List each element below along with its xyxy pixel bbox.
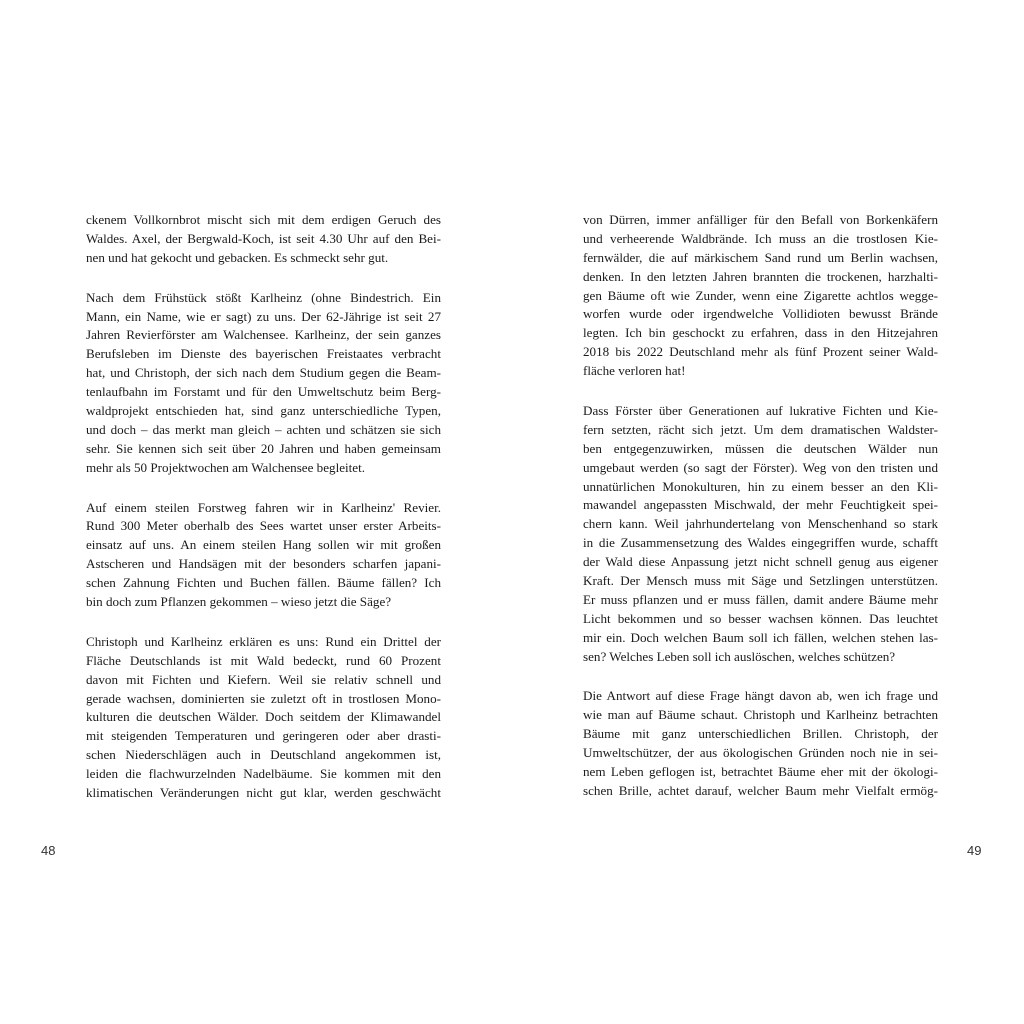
text-line: schen Zahnung Fichten und Buchen fällen. Bäume fällen? Ich: [86, 575, 441, 591]
text-line: von Dürren, immer anfälliger für den Befall von Borkenkäfern: [583, 212, 938, 227]
text-line: wie man auf Bäume schaut. Christoph und Karlheinz betrachten: [583, 707, 938, 723]
text-line: mawandel angepassten Mischwald, der mehr Feuchtigkeit spei-: [583, 497, 938, 513]
text-line: Rund 300 Meter oberhalb des Sees wartet unser erster Arbeits-: [86, 518, 441, 534]
text-line: Umweltschützer, der aus ökologischen Gründen noch nie in sei-: [583, 745, 938, 761]
text-line: 2018 bis 2022 Deutschland mehr als fünf Prozent seiner Wald-: [583, 344, 938, 360]
text-line: davon mit Fichten und Kiefern. Weil sie relativ schnell und: [86, 671, 441, 687]
text-line: Berufsleben im Dienste des bayerischen Freistaates verbracht: [86, 346, 441, 362]
text-line: ckenem Vollkornbrot mischt sich mit dem erdigen Geruch des: [86, 212, 441, 227]
text-line: nem Leben geflogen ist, betrachtet Bäume eher mit der ökologi-: [583, 764, 938, 780]
text-line: leiden die flachwurzelnden Nadelbäume. Sie kommen mit den: [86, 766, 441, 782]
text-line: schen Niederschlägen auch in Deutschland angekommen ist,: [86, 747, 441, 763]
paragraph: [86, 289, 441, 478]
text-line: Er muss pflanzen und er muss fällen, damit andere Bäume mehr: [583, 591, 938, 607]
text-line: Dass Förster über Generationen auf lukrative Fichten und Kie-: [583, 403, 938, 419]
text-line: Christoph und Karlheinz erklären es uns: Rund ein Drittel der: [86, 633, 441, 649]
text-line: der Wald diese Anpassung jetzt nicht schnell genug aus eigener: [583, 554, 938, 570]
text-line: fernwälder, die auf märkischem Sand rund um Berlin wachsen,: [583, 249, 938, 265]
text-line: fläche verloren hat!: [583, 363, 686, 379]
text-line: in die Zusammensetzung des Waldes eingegriffen wurde, schafft: [583, 535, 938, 551]
text-line: unnatürlichen Monokulturen, hin zu einem besser an den Kli-: [583, 478, 938, 494]
text-line: Kraft. Der Mensch muss mit Säge und Setzlingen unterstützen.: [583, 573, 938, 589]
paragraph: [583, 211, 938, 381]
text-line: gen Bäume oft wie Zunder, wenn eine Zigarette achtlos wegge-: [583, 287, 938, 303]
text-line: nen und hat gekocht und gebacken. Es schmeckt sehr gut.: [86, 249, 389, 265]
text-line: Fläche Deutschlands ist mit Wald bedeckt, rund 60 Prozent: [86, 652, 441, 668]
text-line: Mann, ein Name, wie er sagt) zu uns. Der 62-Jährige ist seit 27: [86, 308, 441, 324]
paragraph: [86, 211, 441, 268]
text-line: gerade wachsen, dominierten sie zuletzt oft in trostlosen Mono-: [86, 690, 441, 706]
text-line: chern kann. Weil jahrhundertelang von Menschenhand so stark: [583, 516, 938, 532]
text-line: denken. In den letzten Jahren brannten die trockenen, harzhalti-: [583, 268, 938, 284]
text-line: mit steigenden Temperaturen und geringeren oder aber drasti-: [86, 728, 441, 744]
text-line: ben entgegenzuwirken, müssen die deutschen Wälder nun: [583, 440, 938, 456]
text-line: Waldes. Axel, der Bergwald-Koch, ist seit 4.30 Uhr auf den Bei-: [86, 230, 441, 246]
page-number-right: 49: [967, 843, 982, 858]
text-line: Die Antwort auf diese Frage hängt davon ab, wen ich frage und: [583, 688, 938, 704]
text-line: Astscheren und Handsägen mit der besonders scharfen japani-: [86, 556, 441, 572]
text-line: mehr als 50 Projektwochen am Walchensee begleitet.: [86, 459, 366, 475]
text-line: Nach dem Frühstück stößt Karlheinz (ohne Bindestrich. Ein: [86, 289, 441, 305]
paragraph: [86, 499, 441, 612]
text-line: einsatz auf uns. An einem steilen Hang sollen wir mit großen: [86, 537, 441, 553]
text-line: umgebaut werden (so sagt der Förster). Weg von den tristen und: [583, 459, 938, 475]
text-line: klimatischen Veränderungen nicht gut klar, werden geschwächt: [86, 785, 441, 801]
text-line: kulturen die deutschen Wälder. Doch seitdem der Klimawandel: [86, 709, 441, 725]
text-line: Jahren Revierförster am Walchensee. Karlheinz, der sein ganzes: [86, 327, 441, 343]
paragraph: [583, 402, 938, 666]
text-line: Auf einem steilen Forstweg fahren wir in Karlheinz' Revier.: [86, 499, 441, 515]
text-line: sehr. Sie kennen sich seit über 20 Jahren und haben gemeinsam: [86, 440, 441, 456]
text-line: tenlaufbahn im Forstamt und für den Umweltschutz beim Berg-: [86, 384, 441, 400]
text-line: legten. Ich bin geschockt zu erfahren, dass in den Hitzejahren: [583, 325, 938, 341]
text-line: Bäume mit ganz unterschiedlichen Brillen. Christoph, der: [583, 726, 938, 742]
text-line: hat, und Christoph, der sich nach dem Studium gegen die Beam-: [86, 365, 441, 381]
text-line: bin doch zum Pflanzen gekommen – wieso jetzt die Säge?: [86, 594, 392, 610]
text-line: und doch – das merkt man gleich – achten und schätzen sie sich: [86, 421, 441, 437]
left-page-text: [86, 211, 441, 824]
paragraph: [583, 687, 938, 800]
text-line: worfen wurde oder irgendwelche Vollidioten bewusst Brände: [583, 306, 938, 322]
text-line: sen? Welches Leben soll ich auslöschen, welches schützen?: [583, 648, 896, 664]
text-line: mir ein. Doch welchen Baum soll ich fällen, welchen stehen las-: [583, 629, 938, 645]
page-number-left: 48: [41, 843, 56, 858]
paragraph: [86, 633, 441, 803]
text-line: schen Brille, achtet darauf, welcher Baum mehr Vielfalt ermög-: [583, 782, 938, 798]
text-line: Licht bekommen und so besser wachsen können. Das leuchtet: [583, 610, 938, 626]
text-line: und verheerende Waldbrände. Ich muss an die trostlosen Kie-: [583, 230, 938, 246]
text-line: fern setzten, rächt sich jetzt. Um dem dramatischen Waldster-: [583, 421, 938, 437]
right-page-text: [583, 211, 938, 822]
text-line: waldprojekt entschieden hat, sind ganz unterschiedliche Typen,: [86, 403, 441, 419]
